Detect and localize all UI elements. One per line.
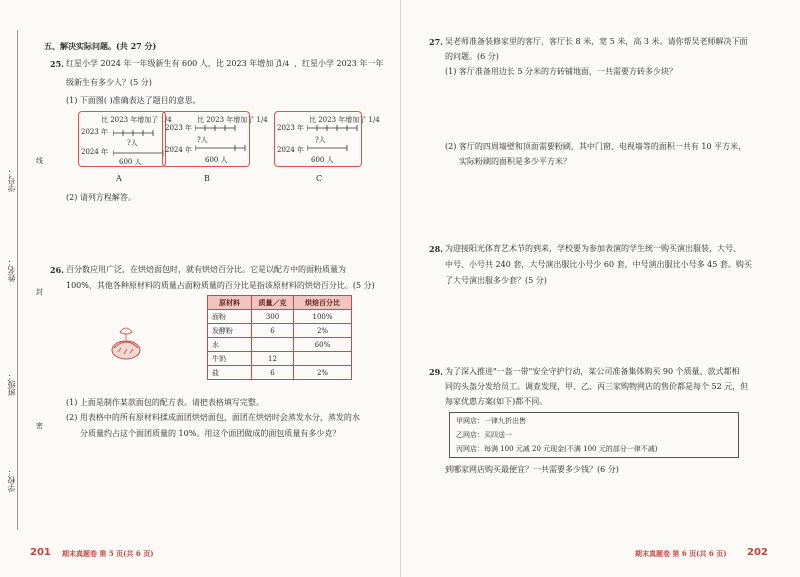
q27-number: 27.	[429, 37, 443, 47]
q26-sub1: (1) 上面是制作某款面包的配方表。请把表格填写完整。	[66, 398, 264, 407]
option-c-segment-bars	[307, 125, 361, 155]
table-header-row	[208, 296, 352, 310]
right-page	[401, 0, 800, 577]
cell-mass: 12	[252, 352, 294, 366]
q29-number: 29.	[429, 367, 443, 377]
store-offer-bing: 丙网店：每满 100 元减 20 元现金(不满 100 元的部分一律不减)	[456, 445, 658, 453]
cell-mass: 6	[252, 324, 294, 338]
section-title: 五、解决实际问题。(共 27 分)	[44, 41, 157, 51]
cell-material: 发酵粉	[208, 324, 252, 338]
left-page-number: 201	[30, 547, 51, 558]
option-a-row2: 2024 年	[81, 148, 109, 156]
q28-text-2: 中号、小号共 240 套，大号演出服比小号少 60 套，中号演出服比小号多 45 套。购买	[445, 260, 752, 269]
option-b-q: ?人	[197, 136, 208, 144]
q25-number: 25.	[50, 59, 64, 69]
right-footer-text: 期末真题卷 第 6 页(共 6 页)	[635, 549, 727, 558]
student-id-label: 学号：	[7, 168, 16, 192]
q29-text-3: 每家优惠方案(如下)都不同。	[445, 397, 548, 406]
cell-percent: 2%	[294, 324, 352, 338]
option-b-row1: 2023 年	[165, 124, 193, 132]
option-b-segment-bars	[195, 125, 249, 155]
bread-recipe-table	[207, 295, 352, 380]
option-c-row1: 2023 年	[277, 124, 305, 132]
cell-percent: 60%	[294, 338, 352, 352]
option-a-q: ?人	[127, 139, 138, 147]
q27-sub1: (1) 客厅准备用边长 5 分米的方砖铺地面，一共需要方砖多少块？	[445, 67, 678, 76]
q27-sub2-2: 实际粉刷的面积是多少平方米？	[459, 157, 571, 166]
binding-line	[17, 30, 18, 530]
cell-percent: 2%	[294, 366, 352, 380]
q26-number: 26.	[50, 265, 64, 275]
q25-text-1: 红星小学 2024 年一年级新生有 600 人，比 2023 年增加了	[66, 59, 282, 68]
bread-illustration	[108, 322, 148, 366]
option-a-note: 比 2023 年增加了 1/4	[101, 116, 172, 124]
option-b-row2: 2024 年	[165, 146, 193, 154]
table-row	[208, 324, 352, 338]
q26-sub2-1: (2) 用表格中的所有原材料揉成面团烘焙面包，面团在烘焙时会蒸发水分，蒸发的水	[66, 413, 360, 422]
q26-text-2: 100%，其他各种原材料的质量占面粉质量的百分比是指该原材料的烘焙百分比。(5 分)	[66, 281, 375, 290]
q29-text-1: 为了深入推进"一盔一带"安全守护行动，某公司准备集体购买 90 个质量、款式都相	[445, 367, 740, 376]
cell-mass-blank[interactable]	[252, 338, 294, 352]
seal-char-2: 封	[36, 288, 43, 296]
table-row	[208, 366, 352, 380]
table-row	[208, 338, 352, 352]
table-row	[208, 352, 352, 366]
q25-sub1: (1) 下面图( )准确表达了题目的意思。	[66, 96, 201, 105]
option-a-segment-bars	[113, 130, 165, 160]
option-c-q: ?人	[315, 136, 326, 144]
cell-mass: 300	[252, 310, 294, 324]
cell-percent: 100%	[294, 310, 352, 324]
option-c-diagram[interactable]	[274, 111, 380, 167]
option-c-row2: 2024 年	[277, 146, 305, 154]
q28-text-1: 为迎接阳光体育艺术节的到来，学校要为参加表演的学生统一购买演出服装，大号、	[445, 244, 741, 253]
cell-mass: 6	[252, 366, 294, 380]
col-header-mass: 质量／克	[252, 296, 294, 310]
option-a-diagram[interactable]	[78, 111, 172, 167]
cell-percent-blank[interactable]	[294, 352, 352, 366]
q25-sub2: (2) 请列方程解答。	[66, 193, 136, 202]
option-c-note: 比 2023 年增加了 1/4	[309, 116, 380, 124]
q26-text-1: 百分数应用广泛，在烘焙面包时，就有烘焙百分比。它是以配方中的面粉质量为	[66, 265, 346, 274]
cell-material: 面粉	[208, 310, 252, 324]
seal-char-3: 密	[36, 422, 43, 430]
q27-text-1: 吴老师准备装修家里的客厅，客厅长 8 米，宽 5 米，高 3 米。请你帮吴老师解决下面	[445, 37, 748, 46]
q27-text-2: 的问题。(6 分)	[445, 52, 499, 61]
cell-material: 水	[208, 338, 252, 352]
right-page-number: 202	[747, 547, 768, 558]
q25-text-2: 级新生有多少人？(5 分)	[66, 78, 152, 87]
left-footer-text: 期末真题卷 第 5 页(共 6 页)	[62, 549, 154, 558]
store-offer-yi: 乙网店：买四送一	[456, 431, 512, 439]
store-offer-jia: 甲网店：一律九折出售	[456, 417, 526, 425]
option-a-row1: 2023 年	[81, 128, 109, 136]
option-b-letter: B	[204, 174, 210, 183]
q28-text-3: 了大号演出服多少套？(5 分)	[445, 276, 547, 285]
store-offers-box	[449, 412, 739, 458]
col-header-percent: 烘焙百分比	[294, 296, 352, 310]
seal-char-1: 线	[36, 157, 43, 165]
school-label: 学校：	[7, 468, 16, 492]
option-a-letter: A	[116, 174, 122, 183]
col-header-material: 原材料	[208, 296, 252, 310]
option-b-total: 600 人	[205, 156, 228, 164]
class-label: 班级：	[7, 372, 16, 396]
q25-fraction: 1/4	[278, 60, 290, 68]
name-label: 姓名：	[7, 258, 16, 282]
q28-number: 28.	[429, 244, 443, 254]
q26-sub2-2: 分质量约占这个面团质量的 10%。用这个面团做成的面包质量有多少克？	[80, 429, 341, 438]
option-c-total: 600 人	[311, 156, 334, 164]
option-c-letter: C	[316, 174, 323, 183]
option-b-diagram[interactable]	[162, 111, 268, 167]
option-a-total: 600 人	[119, 158, 142, 166]
option-b-note: 比 2023 年增加了 1/4	[197, 116, 268, 124]
table-row	[208, 310, 352, 324]
q29-text-2: 同的头盔分发给员工。调查发现，甲、乙、丙三家购物网店的售价都是每个 52 元，但	[445, 382, 749, 391]
q25-text-1-end: ，红星小学 2023 年一年	[294, 59, 384, 68]
q27-sub2-1: (2) 客厅的四周墙壁和顶面需要粉刷，其中门窗、电视墙等的面积一共有 10 平方米，	[445, 142, 747, 151]
q29-question: 到哪家网店购买最便宜？一共需要多少钱？(6 分)	[445, 465, 619, 474]
cell-material: 牛奶	[208, 352, 252, 366]
cell-material: 盐	[208, 366, 252, 380]
